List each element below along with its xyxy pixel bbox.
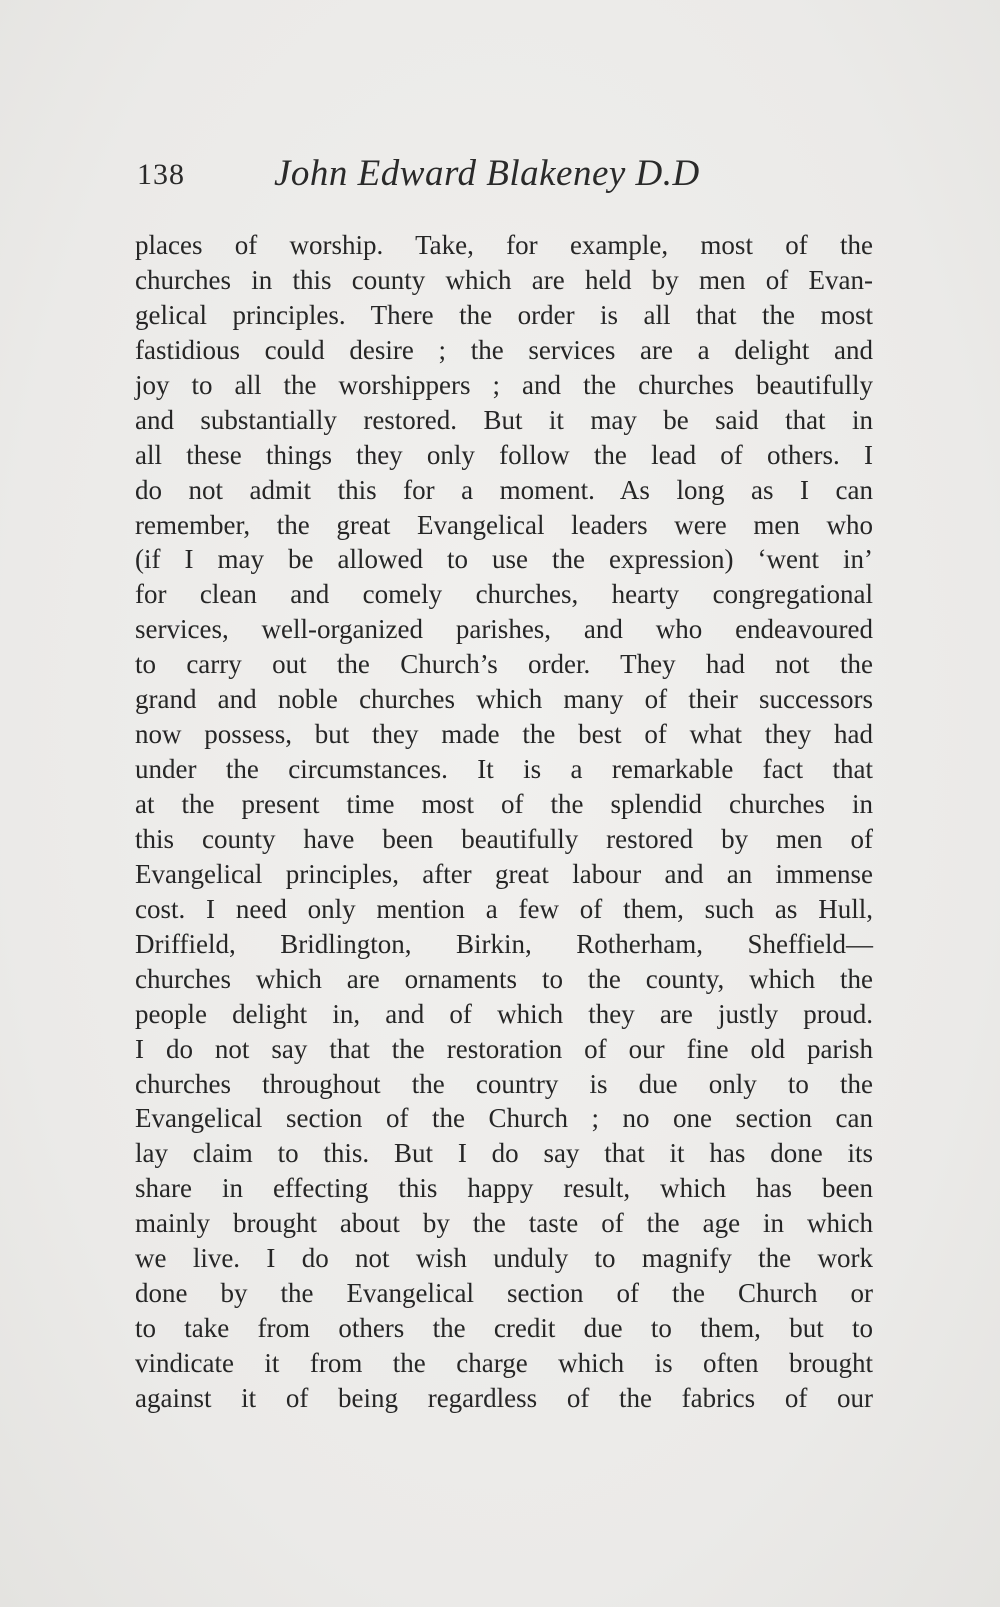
text-line: now possess, but they made the best of what they had (135, 719, 873, 750)
text-line: to carry out the Church’s order. They had not the (135, 649, 873, 680)
text-line: cost. I need only mention a few of them, such as Hull, (135, 893, 873, 924)
text-line: at the present time most of the splendid churches in (135, 789, 873, 819)
text-line: services, well-organized parishes, and who endeavoured (135, 614, 873, 645)
text-line: places of worship. Take, for example, most of the (135, 230, 873, 260)
text-line: all these things they only follow the lead of others. I (135, 439, 873, 470)
page-number: 138 (137, 158, 185, 191)
text-line: to take from others the credit due to them, but to (135, 1313, 873, 1344)
text-line: churches throughout the country is due only to the (135, 1068, 873, 1099)
text-line: grand and noble churches which many of their successors (135, 684, 873, 715)
text-line: do not admit this for a moment. As long as I can (135, 474, 873, 505)
text-line: share in effecting this happy result, which has been (135, 1173, 873, 1204)
running-header (137, 153, 877, 208)
text-line: remember, the great Evangelical leaders were men who (135, 509, 873, 540)
text-line: churches in this county which are held by men of Evan- (135, 264, 873, 295)
text-line: (if I may be allowed to use the expression) ‘went in’ (135, 544, 873, 575)
text-line: I do not say that the restoration of our fine old parish (135, 1033, 873, 1064)
text-line: gelical principles. There the order is all that the most (135, 299, 873, 330)
text-line: we live. I do not wish unduly to magnify the work (135, 1243, 873, 1274)
text-line: lay claim to this. But I do say that it has done its (135, 1138, 873, 1169)
text-line: fastidious could desire ; the services are a delight and (135, 334, 873, 365)
text-line: Evangelical principles, after great labour and an immense (135, 858, 873, 889)
text-line: Driffield, Bridlington, Birkin, Rotherham, Sheffield— (135, 928, 873, 959)
text-line: Evangelical section of the Church ; no one section can (135, 1103, 873, 1134)
text-line: against it of being regardless of the fabrics of our (135, 1382, 873, 1413)
text-line: people delight in, and of which they are justly proud. (135, 998, 873, 1029)
text-line: mainly brought about by the taste of the age in which (135, 1208, 873, 1239)
running-title: John Edward Blakeney D.D (274, 153, 700, 194)
text-line: done by the Evangelical section of the Church or (135, 1278, 873, 1309)
text-line: vindicate it from the charge which is often brought (135, 1348, 873, 1378)
text-line: for clean and comely churches, hearty congregational (135, 579, 873, 610)
text-line: joy to all the worshippers ; and the churches beautifully (135, 369, 873, 400)
text-line: under the circumstances. It is a remarkable fact that (135, 754, 873, 785)
text-line: and substantially restored. But it may be said that in (135, 404, 873, 435)
text-line: this county have been beautifully restored by men of (135, 823, 873, 854)
body-text (135, 228, 873, 1416)
text-line: churches which are ornaments to the county, which the (135, 963, 873, 994)
